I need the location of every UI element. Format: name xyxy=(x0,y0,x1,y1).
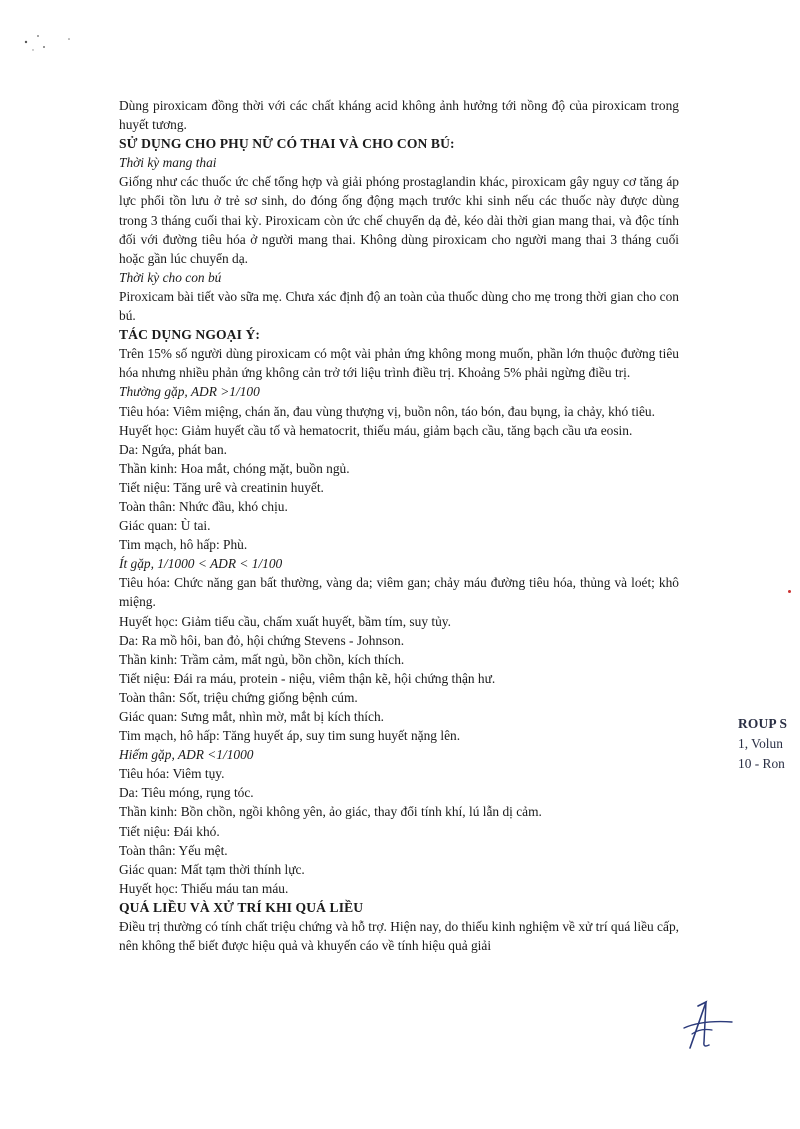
paragraph: Giống như các thuốc ức chế tổng hợp và giải phóng prostaglandin khác, piroxicam gây nguy cơ tăng áp lực phổi tồn lưu ở trẻ sơ sinh, do đóng ống động mạch trước khi sinh nếu các thuốc này được dùng trong 3 tháng cuối thai kỳ. Piroxicam còn ức chế chuyển dạ đẻ, kéo dài thời gian mang thai, và độc tính đối với đường tiêu hóa ở người mang thai. Không dùng piroxicam cho người mang thai 3 tháng cuối hoặc gần lúc chuyển dạ. xyxy=(119,174,679,266)
scan-specks xyxy=(0,0,80,60)
paragraph: Da: Ngứa, phát ban. xyxy=(119,441,228,457)
signature-mark xyxy=(676,998,736,1054)
subheading: Hiếm gặp, ADR <1/1000 xyxy=(119,747,254,763)
paragraph: Tiêu hóa: Viêm miệng, chán ăn, đau vùng thượng vị, buồn nôn, táo bón, đau bụng, ỉa chảy, khó tiêu. xyxy=(119,403,655,419)
paragraph: Giác quan: Sưng mắt, nhìn mờ, mắt bị kích thích. xyxy=(119,709,385,724)
paragraph: Giác quan: Mất tạm thời thính lực. xyxy=(119,861,305,877)
paragraph: Điều trị thường có tính chất triệu chứng và hỗ trợ. Hiện nay, do thiếu kinh nghiệm về xử trí quá liều cấp, nên không thể biết được hiệu quả và khuyến cáo về tính hiệu quả giải xyxy=(119,919,679,954)
red-mark xyxy=(788,590,791,593)
paragraph: Thần kinh: Hoa mắt, chóng mặt, buồn ngủ. xyxy=(119,460,350,476)
subheading: Ít gặp, 1/1000 < ADR < 1/100 xyxy=(119,556,283,572)
paragraph: Toàn thân: Nhức đầu, khó chịu. xyxy=(119,498,288,514)
paragraph: Da: Ra mồ hôi, ban đỏ, hội chứng Stevens - Johnson. xyxy=(119,632,405,648)
paragraph: Thần kinh: Bồn chồn, ngồi không yên, ảo giác, thay đổi tính khí, lú lẫn dị cảm. xyxy=(119,804,542,820)
stamp-line-2: 1, Volun xyxy=(738,736,783,751)
paragraph: Tiết niệu: Đái khó. xyxy=(119,823,220,839)
paragraph: Thần kinh: Trầm cảm, mất ngủ, bồn chồn, kích thích. xyxy=(119,651,405,667)
stamp-line-1: ROUP S xyxy=(738,716,788,731)
section-heading: QUÁ LIỀU VÀ XỬ TRÍ KHI QUÁ LIỀU xyxy=(119,899,364,915)
section-heading: SỬ DỤNG CHO PHỤ NỮ CÓ THAI VÀ CHO CON BÚ: xyxy=(119,136,455,152)
subheading: Thường gặp, ADR >1/100 xyxy=(119,384,260,400)
document-body xyxy=(119,96,679,955)
stamp-fragment xyxy=(738,714,800,774)
paragraph: Huyết học: Giảm huyết cầu tố và hematocrit, thiếu máu, giảm bạch cầu, tăng bạch cầu ưa eosin. xyxy=(119,422,633,438)
paragraph: Tiêu hóa: Viêm tụy. xyxy=(119,766,225,782)
paragraph: Giác quan: Ù tai. xyxy=(119,518,211,534)
paragraph: Huyết học: Giảm tiểu cầu, chấm xuất huyết, bầm tím, suy tủy. xyxy=(119,613,451,629)
paragraph: Piroxicam bài tiết vào sữa mẹ. Chưa xác định độ an toàn của thuốc dùng cho mẹ trong thời gian cho con bú. xyxy=(119,288,679,324)
paragraph: Trên 15% số người dùng piroxicam có một vài phản ứng không mong muốn, phần lớn thuộc đường tiêu hóa nhưng nhiều phản ứng không cản trở tới liệu trình điều trị. Khoảng 5% phải ngừng điều trị. xyxy=(119,346,679,381)
paragraph: Dùng piroxicam đồng thời với các chất kháng acid không ảnh hưởng tới nồng độ của piroxicam trong huyết tương. xyxy=(119,98,679,133)
subheading: Thời kỳ mang thai xyxy=(119,155,217,171)
paragraph: Tiết niệu: Tăng urê và creatinin huyết. xyxy=(119,479,324,495)
section-heading: TÁC DỤNG NGOẠI Ý: xyxy=(119,327,261,343)
paragraph: Toàn thân: Sốt, triệu chứng giống bệnh cúm. xyxy=(119,689,358,705)
paragraph: Tim mạch, hô hấp: Phù. xyxy=(119,537,248,553)
subheading: Thời kỳ cho con bú xyxy=(119,269,222,285)
stamp-line-3: 10 - Ron xyxy=(738,756,785,771)
paragraph: Tim mạch, hô hấp: Tăng huyết áp, suy tim sung huyết nặng lên. xyxy=(119,728,461,744)
paragraph: Da: Tiêu móng, rụng tóc. xyxy=(119,785,254,801)
paragraph: Huyết học: Thiếu máu tan máu. xyxy=(119,880,289,896)
paragraph: Toàn thân: Yếu mệt. xyxy=(119,842,228,858)
paragraph: Tiết niệu: Đái ra máu, protein - niệu, viêm thận kẽ, hội chứng thận hư. xyxy=(119,670,496,686)
paragraph: Tiêu hóa: Chức năng gan bất thường, vàng da; viêm gan; chảy máu đường tiêu hóa, thủng và loét; khô miệng. xyxy=(119,575,679,610)
